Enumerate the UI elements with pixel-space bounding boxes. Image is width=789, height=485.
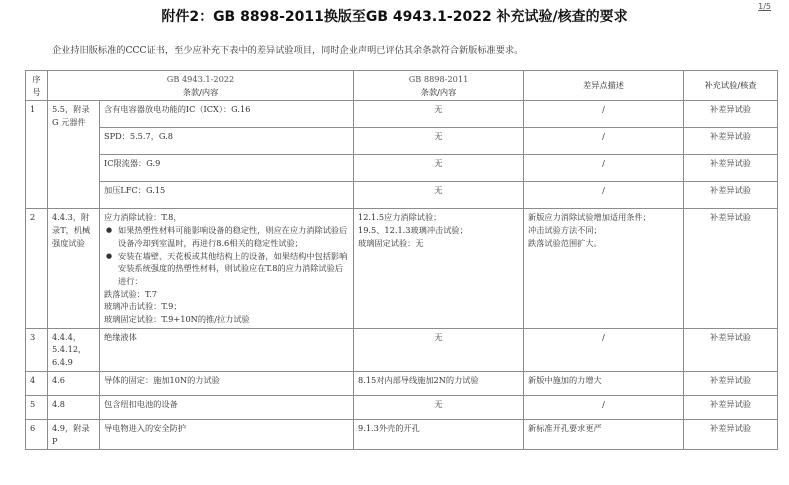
list-item: ● 安装在墙壁、天花板或其他结构上的设备，如果结构中包括影响安装系统强度的热塑性材料，则试验应在T.8的应力消除试验后进行：: [104, 250, 349, 288]
row-check: 补差异试验: [684, 328, 778, 371]
row-difference: 新版中施加的力增大: [524, 371, 684, 395]
content-line: 玻璃固定试验：T.9+10N的推/拉力试验: [104, 314, 250, 325]
row-content: 加压LFC：G.15: [100, 182, 354, 209]
header-seq: 序 号: [26, 71, 48, 101]
table-row: [26, 128, 778, 155]
row-old-clause: 无: [354, 182, 524, 209]
table-row: [26, 328, 778, 371]
row-clause: 4.6: [48, 371, 100, 395]
row-content: IC限流器：G.9: [100, 155, 354, 182]
row-clause: 4.4.3，附录T，机械强度试验: [48, 209, 100, 328]
row-old-clause: 无: [354, 101, 524, 128]
row-clause: 4.8: [48, 395, 100, 419]
row-content: 导体的固定：施加10N的力试验: [100, 371, 354, 395]
row-check: 补差异试验: [684, 419, 778, 449]
page-title: 附件2：GB 8898-2011换版至GB 4943.1-2022 补充试验/核查的要求: [161, 9, 628, 25]
row-content: 包含纽扣电池的设备: [100, 395, 354, 419]
table-row: [26, 155, 778, 182]
row-difference: 新标准开孔要求更严: [524, 419, 684, 449]
row-difference: /: [524, 155, 684, 182]
row-old-clause: 9.1.3外壳的开孔: [354, 419, 524, 449]
row-difference: /: [524, 128, 684, 155]
row-check: 补差异试验: [684, 371, 778, 395]
table-row: [26, 182, 778, 209]
row-content: 导电物进入的安全防护: [100, 419, 354, 449]
row-check: 补差异试验: [684, 128, 778, 155]
page-number: 1/5: [758, 2, 771, 11]
table-header-row: [26, 71, 778, 101]
table-row: [26, 395, 778, 419]
row-clause: 4.4.4，5.4.12，6.4.9: [48, 328, 100, 371]
row-clause: 5.5，附录G 元器件: [48, 101, 100, 209]
row-check: 补差异试验: [684, 395, 778, 419]
table-row: [26, 419, 778, 449]
row-content: 绝缘液体: [100, 328, 354, 371]
row-seq: 3: [26, 328, 48, 371]
row-old-clause: 无: [354, 155, 524, 182]
row-old-clause: 无: [354, 328, 524, 371]
row-old-clause: 12.1.5应力消除试验； 19.5、12.1.3玻璃冲击试验； 玻璃固定试验：无: [354, 209, 524, 328]
header-new-standard: GB 4943.1-2022 条款/内容: [48, 71, 354, 101]
row-old-clause: 无: [354, 395, 524, 419]
row-content: [100, 209, 354, 328]
header-supplementary-check: 补充试验/核查: [684, 71, 778, 101]
row-difference: /: [524, 101, 684, 128]
row-difference: /: [524, 182, 684, 209]
row-content: SPD：5.5.7，G.8: [100, 128, 354, 155]
row-seq: 4: [26, 371, 48, 395]
row-old-clause: 8.15对内部导线施加2N的力试验: [354, 371, 524, 395]
table-row: [26, 101, 778, 128]
content-bullet-list: [104, 224, 349, 288]
row-check: 补差异试验: [684, 155, 778, 182]
content-title: 应力消除试验：T.8，: [104, 212, 182, 223]
header-old-standard: GB 8898-2011 条款/内容: [354, 71, 524, 101]
row-seq: 1: [26, 101, 48, 209]
row-difference: /: [524, 328, 684, 371]
header-difference: 差异点描述: [524, 71, 684, 101]
row-difference: /: [524, 395, 684, 419]
list-item: ● 如果热塑性材料可能影响设备的稳定性，则应在应力消除试验后设备冷却到室温时，再进行8.6相关的稳定性试验；: [104, 224, 349, 249]
row-check: 补差异试验: [684, 101, 778, 128]
content-line: 跌落试验：T.7: [104, 288, 158, 299]
intro-paragraph: 企业持旧版标准的CCC证书，至少应补充下表中的差异试验项目，同时企业声明已评估其余条款符合新版标准要求。: [52, 45, 524, 56]
row-check: 补差异试验: [684, 182, 778, 209]
content-line: 玻璃冲击试验：T.9；: [104, 301, 182, 312]
row-seq: 6: [26, 419, 48, 449]
row-seq: 2: [26, 209, 48, 328]
table-row: [26, 371, 778, 395]
row-content: 含有电容器放电功能的IC（ICX）：G.16: [100, 101, 354, 128]
row-old-clause: 无: [354, 128, 524, 155]
table-row: [26, 209, 778, 328]
row-seq: 5: [26, 395, 48, 419]
row-check: 补差异试验: [684, 209, 778, 328]
row-clause: 4.9，附录P: [48, 419, 100, 449]
requirements-table: [25, 70, 778, 450]
row-difference: 新版应力消除试验增加适用条件； 冲击试验方法不同； 跌落试验范围扩大。: [524, 209, 684, 328]
